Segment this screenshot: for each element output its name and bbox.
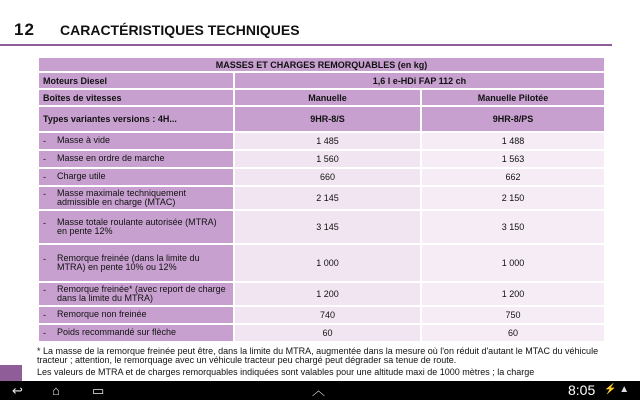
variants-label: Types variantes versions : 4H... [38,106,234,132]
page-number: 12 [14,20,35,39]
row-label: Remorque freinée (dans la limite du MTRA) en pente 10% ou 12% [57,253,200,272]
footnote-continued: Les valeurs de MTRA et de charges remorquables indiquées sont valables pour une altitude maxi de 1000 mètres ; la charge [37,367,535,377]
row-value-col1: 1 560 [234,150,421,168]
table-row [38,210,605,244]
variants-col1: 9HR-8/S [234,106,421,132]
header-rule [0,44,612,46]
gearbox-label: Boîtes de vitesses [38,89,234,106]
row-label: Poids recommandé sur flèche [57,327,177,337]
page-title: CARACTÉRISTIQUES TECHNIQUES [60,22,300,38]
row-dash: - [43,310,46,320]
chevron-up-icon[interactable]: ︿ [312,383,326,398]
table-row [38,150,605,168]
row-value-col1: 3 145 [234,210,421,244]
row-value-col2: 1 200 [421,282,605,306]
row-dash: - [43,285,46,295]
row-label: Masse à vide [57,135,111,145]
home-icon[interactable]: ⌂ [52,383,60,398]
row-value-col1: 60 [234,324,421,342]
table-row [38,186,605,210]
row-value-col2: 60 [421,324,605,342]
table-row [38,132,605,150]
row-label: Charge utile [57,171,106,181]
row-value-col1: 660 [234,168,421,186]
engine-value: 1,6 l e-HDi FAP 112 ch [234,72,605,89]
row-value-col2: 1 488 [421,132,605,150]
row-label: Masse maximale techniquement admissible en charge (MTAC) [57,188,187,207]
row-label: Masse totale roulante autorisée (MTRA) en pente 12% [57,217,217,236]
clock: 8:05 [568,382,596,398]
row-value-col2: 750 [421,306,605,324]
row-dash: - [43,154,46,164]
row-value-col2: 1 000 [421,244,605,282]
gearbox-col2: Manuelle Pilotée [421,89,605,106]
page-edge-tab [0,365,22,381]
masses-table [37,56,606,343]
footnote: * La masse de la remorque freinée peut être, dans la limite du MTRA, augmentée dans la mesure où l'on réduit d'autant le MTAC du véhicule tracteur ; attention, le remorquage avec un véhicule tracteur peu chargé peut dégrader sa tenue de route. [37,346,599,365]
table-row [38,282,605,306]
table-banner-row [38,57,605,72]
row-value-col1: 740 [234,306,421,324]
variants-row [38,106,605,132]
page-header [0,0,640,44]
android-nav-bar [0,381,640,400]
row-value-col1: 2 145 [234,186,421,210]
recents-icon[interactable]: ▭ [92,383,105,398]
row-value-col2: 2 150 [421,186,605,210]
table-row [38,306,605,324]
table-row [38,324,605,342]
row-value-col2: 3 150 [421,210,605,244]
table-banner: MASSES ET CHARGES REMORQUABLES (en kg) [38,57,605,72]
row-label: Remorque freinée* (avec report de charge dans la limite du MTRA) [57,284,226,303]
row-dash: - [43,136,46,146]
row-value-col2: 1 563 [421,150,605,168]
table-row [38,244,605,282]
row-dash: - [43,189,46,199]
row-dash: - [43,218,46,228]
row-label: Masse en ordre de marche [57,153,165,163]
gearbox-row [38,89,605,106]
row-value-col2: 662 [421,168,605,186]
engine-label: Moteurs Diesel [38,72,234,89]
row-dash: - [43,254,46,264]
gearbox-col1: Manuelle [234,89,421,106]
table-row [38,168,605,186]
row-value-col1: 1 200 [234,282,421,306]
status-icons: ⚡ ▲ [604,384,630,395]
row-value-col1: 1 485 [234,132,421,150]
row-dash: - [43,328,46,338]
row-value-col1: 1 000 [234,244,421,282]
back-icon[interactable]: ↩ [12,383,23,398]
row-label: Remorque non freinée [57,309,147,319]
variants-col2: 9HR-8/PS [421,106,605,132]
engine-row [38,72,605,89]
row-dash: - [43,172,46,182]
